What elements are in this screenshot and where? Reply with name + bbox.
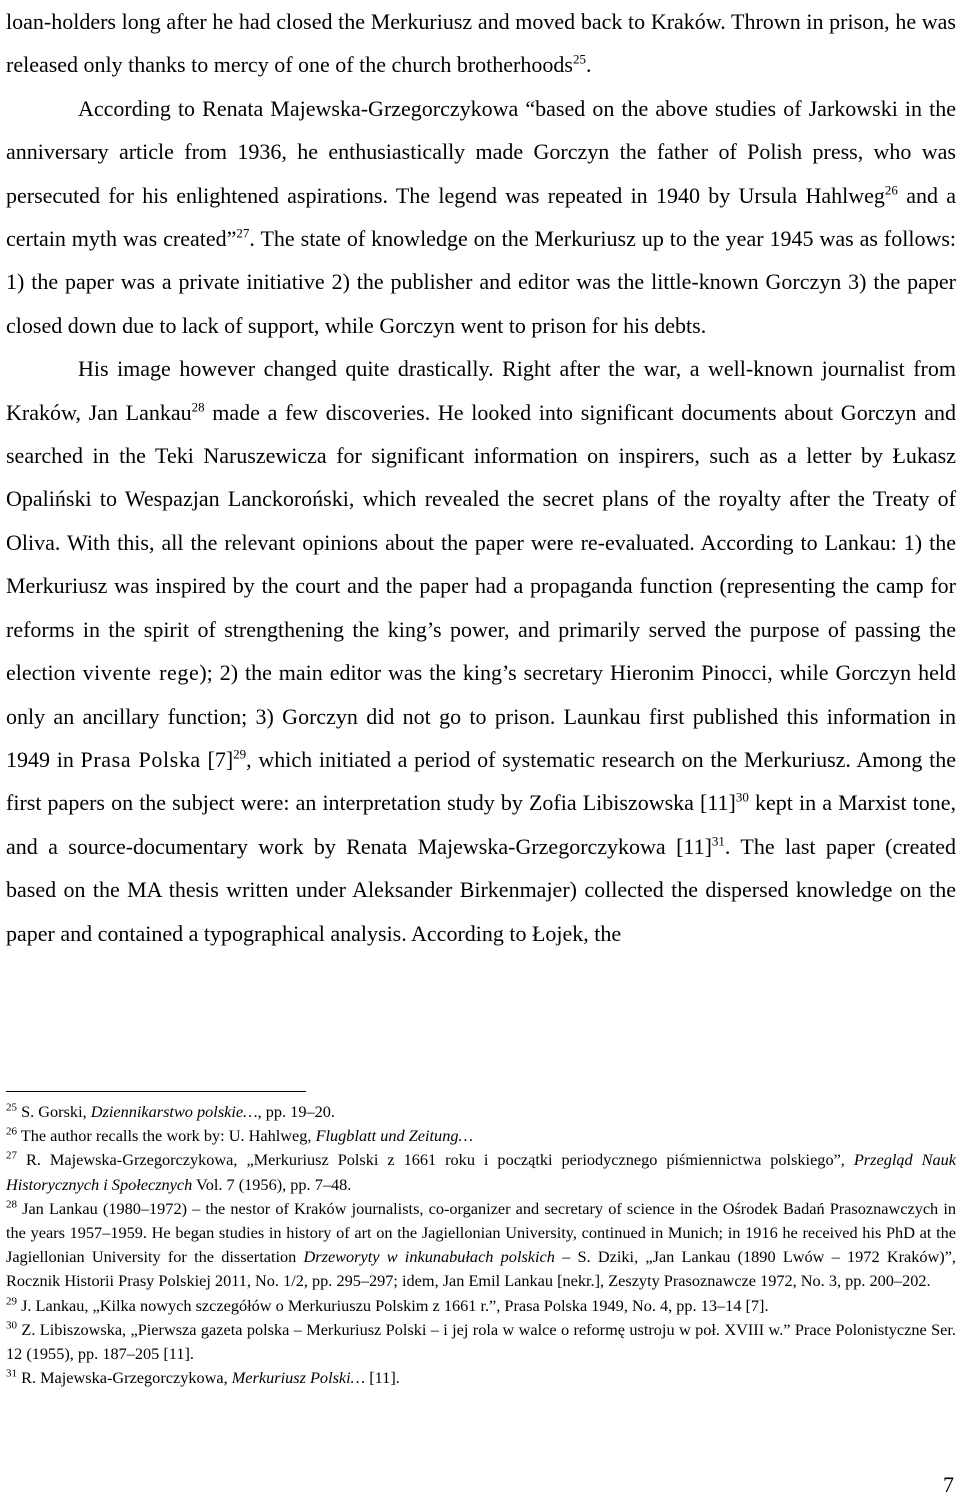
text: His image however changed quite drastically. Right after the war, a well-known journalist from Kraków, Jan Lankau — [6, 356, 956, 425]
text: . The last paper (created based on the MA thesis written under Aleksander Birkenmajer) collected the dispersed knowledge on the paper and contained a typographical analysis. According to Łojek, the — [6, 833, 956, 946]
footnote-text: J. Lankau, „Kilka nowych szczegółów o Merkuriuszu Polskim z 1661 r.”, Prasa Polska 1949, No. 4, pp. 13–14 [7]. — [17, 1295, 769, 1315]
text: , which initiated a period of systematic research on the Merkuriusz. Among the first papers on the subject were: an interpretation study by Zofia Libiszowska [11] — [6, 746, 956, 816]
footnote-text: , pp. 19–20. — [257, 1102, 335, 1121]
text: . The state of knowledge on the Merkuriusz up to the year 1945 was as follows: 1) the paper was a private initiative 2) the publisher and editor was the little-known Gorczyn 3) the paper closed down due to lack of support, while Gorczyn went to prison for his debts. — [6, 226, 956, 338]
footnote-number: 29 — [6, 1295, 17, 1308]
footnote-title: Drzeworyty w inkunabułach polskich — [303, 1247, 555, 1267]
footnote-ref-25[interactable]: 25 — [572, 52, 586, 68]
footnotes — [6, 1100, 956, 1390]
footnote-number: 27 — [6, 1149, 17, 1162]
footnote-text: – S. Dziki, „Jan Lankau (1890 Lwów – 1972 Kraków)”, Rocznik Historii Prasy Polskiej 2011, No. 1/2, pp. 295–297; idem, Jan Emil Lankau [nekr.], Zeszyty Prasoznawcze 1972, No. 3, pp. 200–202. — [6, 1247, 956, 1291]
latin-phrase: vivente rege — [82, 660, 200, 686]
footnote-title: Flugblatt und Zeitung… — [315, 1126, 473, 1146]
journal-title: Prasa Polska — [80, 746, 201, 772]
footnote-25 — [6, 1100, 956, 1124]
text: kept in a Marxist tone, and a source-documentary work by Renata Majewska-Grzegorczykowa [11] — [6, 790, 957, 859]
footnote-ref-27[interactable]: 27 — [236, 225, 250, 241]
footnote-text: Z. Libiszowska, „Pierwsza gazeta polska – Merkuriusz Polski – i jej rola w walce o reformę ustroju w poł. XVIII w.” Prace Polonistyczne Ser. 12 (1955), pp. 187–205 [11]. — [6, 1319, 956, 1364]
footnote-ref-29[interactable]: 29 — [233, 746, 247, 762]
footnote-text: S. Gorski, — [17, 1102, 91, 1121]
text: . — [585, 52, 592, 78]
footnote-text: The author recalls the work by: U. Hahlweg, — [17, 1126, 316, 1146]
footnote-separator — [6, 1091, 306, 1092]
page-number: 7 — [943, 1472, 954, 1497]
footnote-28 — [6, 1197, 956, 1294]
paragraph-3 — [6, 347, 956, 955]
text: ); 2) the main editor was the king’s secretary Hieronim Pinocci, while Gorczyn held only an ancillary function; 3) Gorczyn did not go to prison. Launkau first published this information in 1949 in — [6, 660, 956, 772]
footnote-number: 30 — [6, 1319, 17, 1332]
footnote-number: 26 — [6, 1125, 17, 1138]
footnote-text: Jan Lankau (1980–1972) – the nestor of Kraków journalists, co-organizer and secretary of science in the Ośrodek Badań Prasoznawczych in the years 1957–1959. He began studies in history of art on the Jagiellonian University, continued in Munich; in 1916 he received his PhD at the Jagiellonian University for the dissertation — [6, 1198, 956, 1267]
footnote-ref-26[interactable]: 26 — [884, 182, 898, 198]
footnote-number: 25 — [6, 1101, 17, 1114]
footnote-title: Merkuriusz Polski… — [231, 1368, 366, 1388]
text: [7] — [200, 746, 234, 772]
footnote-number: 31 — [6, 1367, 17, 1380]
footnote-text: R. Majewska-Grzegorczykowa, — [17, 1368, 232, 1388]
footnote-text: Vol. 7 (1956), pp. 7–48. — [192, 1174, 352, 1194]
footnote-title: Dziennikarstwo polskie… — [90, 1102, 258, 1121]
paragraph-2 — [6, 87, 956, 347]
footnote-text: R. Majewska-Grzegorczykowa, „Merkuriusz Polski z 1661 roku i początki periodycznego piśmiennictwa polskiego”, — [17, 1150, 854, 1170]
footnote-31 — [6, 1366, 956, 1390]
footnote-29 — [6, 1294, 956, 1318]
footnote-title: Przegląd Nauk Historycznych i Społecznych — [6, 1150, 956, 1194]
text: According to Renata Majewska-Grzegorczykowa “based on the above studies of Jarkowski in the anniversary article from 1936, he enthusiastically made Gorczyn the father of Polish press, who was persecuted for his enlightened aspirations. The legend was repeated in 1940 by Ursula Hahlweg — [6, 95, 956, 208]
footnote-ref-31[interactable]: 31 — [711, 833, 725, 849]
footnote-text: [11]. — [365, 1368, 400, 1388]
text: loan-holders long after he had closed the Merkuriusz and moved back to Kraków. Thrown in prison, he was released only thanks to mercy of one of the church brotherhoods — [6, 9, 956, 78]
paragraph-1 — [6, 0, 956, 87]
footnote-number: 28 — [6, 1198, 17, 1211]
text: and a certain myth was created” — [6, 182, 957, 252]
footnote-ref-28[interactable]: 28 — [191, 399, 205, 415]
body-text — [6, 0, 956, 955]
footnote-27 — [6, 1148, 956, 1196]
footnote-30 — [6, 1318, 956, 1366]
footnote-ref-30[interactable]: 30 — [735, 789, 749, 805]
text: made a few discoveries. He looked into significant documents about Gorczyn and searched in the Teki Naruszewicza for significant information on inspirers, such as a letter by Łukasz Opaliński to Wespazjan Lanckoroński, which revealed the secret plans of the royalty after the Treaty of Oliva. With this, all the relevant opinions about the paper were re-evaluated. According to Lankau: 1) the Merkuriusz was inspired by the court and the paper had a propaganda function (representing the camp for reforms in the spirit of strengthening the king’s power, and primarily served the purpose of passing the election — [6, 399, 956, 686]
footnote-26 — [6, 1124, 956, 1148]
